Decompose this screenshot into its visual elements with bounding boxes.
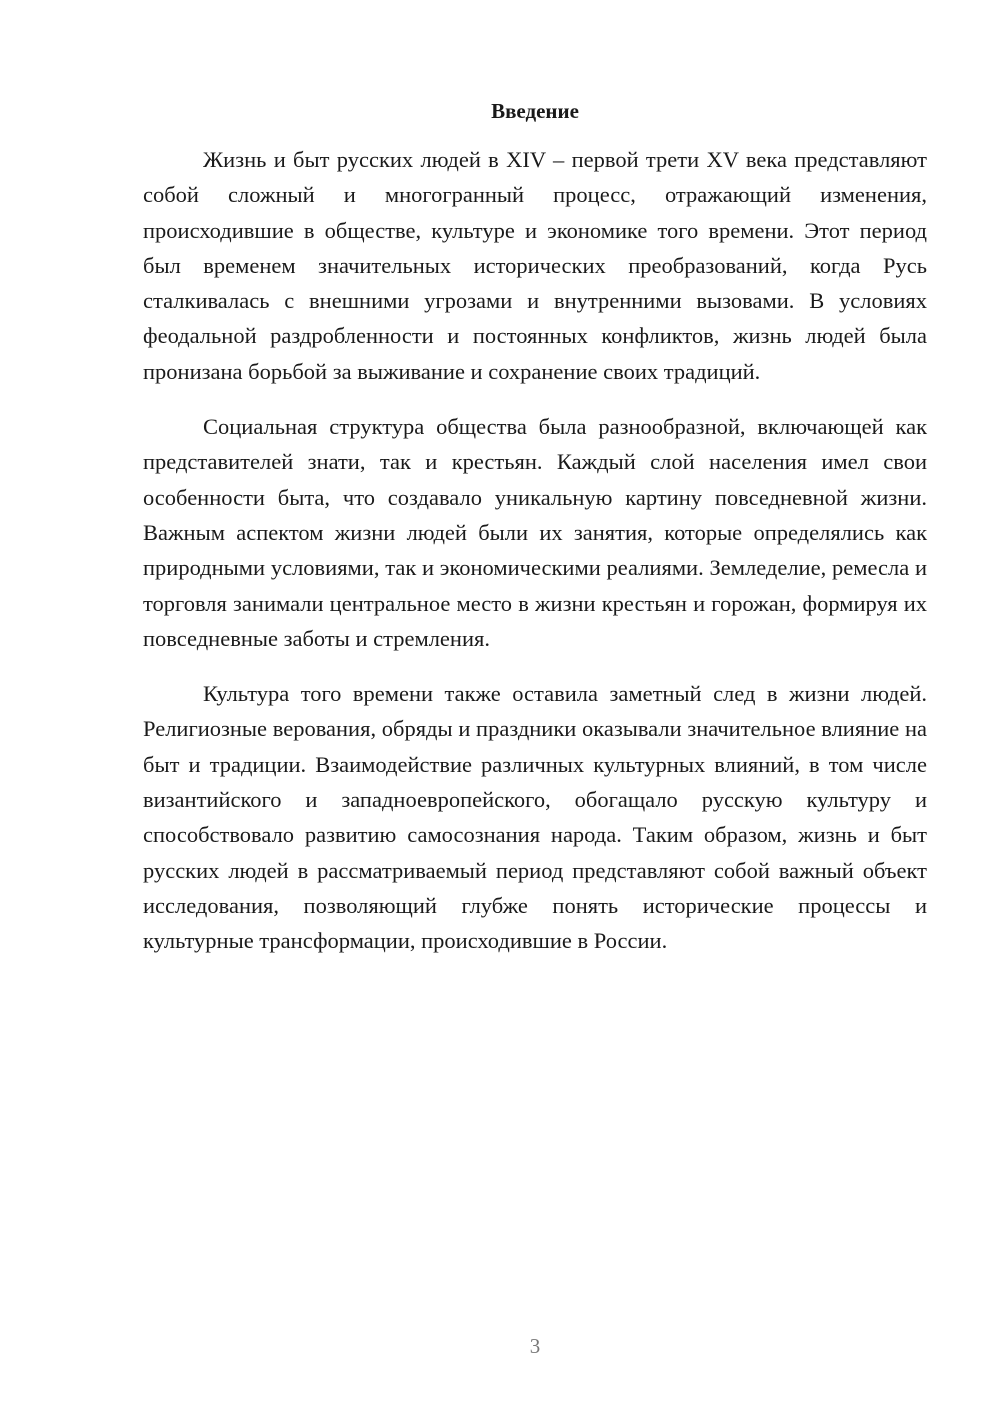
paragraph-1: Жизнь и быт русских людей в XIV – первой трети XV века представляют собой сложный и многогранный процесс, отражающий изменения, происходившие в обществе, культуре и экономике того времени. Этот период был временем значительных исторических преобразований, когда Русь сталкивалась с внешними угрозами и внутренними вызовами. В условиях феодальной раздробленности и постоянных конфликтов, жизнь людей была пронизана борьбой за выживание и сохранение своих традиций. <box>143 147 927 384</box>
document-title: Введение <box>491 99 579 123</box>
page-number: 3 <box>529 1334 541 1358</box>
document-body <box>143 142 927 979</box>
paragraph-3: Культура того времени также оставила заметный след в жизни людей. Религиозные верования, обряды и праздники оказывали значительное влияние на быт и традиции. Взаимодействие различных культурных влияний, в том числе византийского и западноевропейского, обогащало русскую культуру и способствовало развитию самосознания народа. Таким образом, жизнь и быт русских людей в рассматриваемый период представляют собой важный объект исследования, позволяющий глубже понять исторические процессы и культурные трансформации, происходившие в России. <box>143 681 927 954</box>
paragraph-2: Социальная структура общества была разнообразной, включающей как представителей знати, так и крестьян. Каждый слой населения имел свои особенности быта, что создавало уникальную картину повседневной жизни. Важным аспектом жизни людей были их занятия, которые определялись как природными условиями, так и экономическими реалиями. Земледелие, ремесла и торговля занимали центральное место в жизни крестьян и горожан, формируя их повседневные заботы и стремления. <box>143 414 927 651</box>
